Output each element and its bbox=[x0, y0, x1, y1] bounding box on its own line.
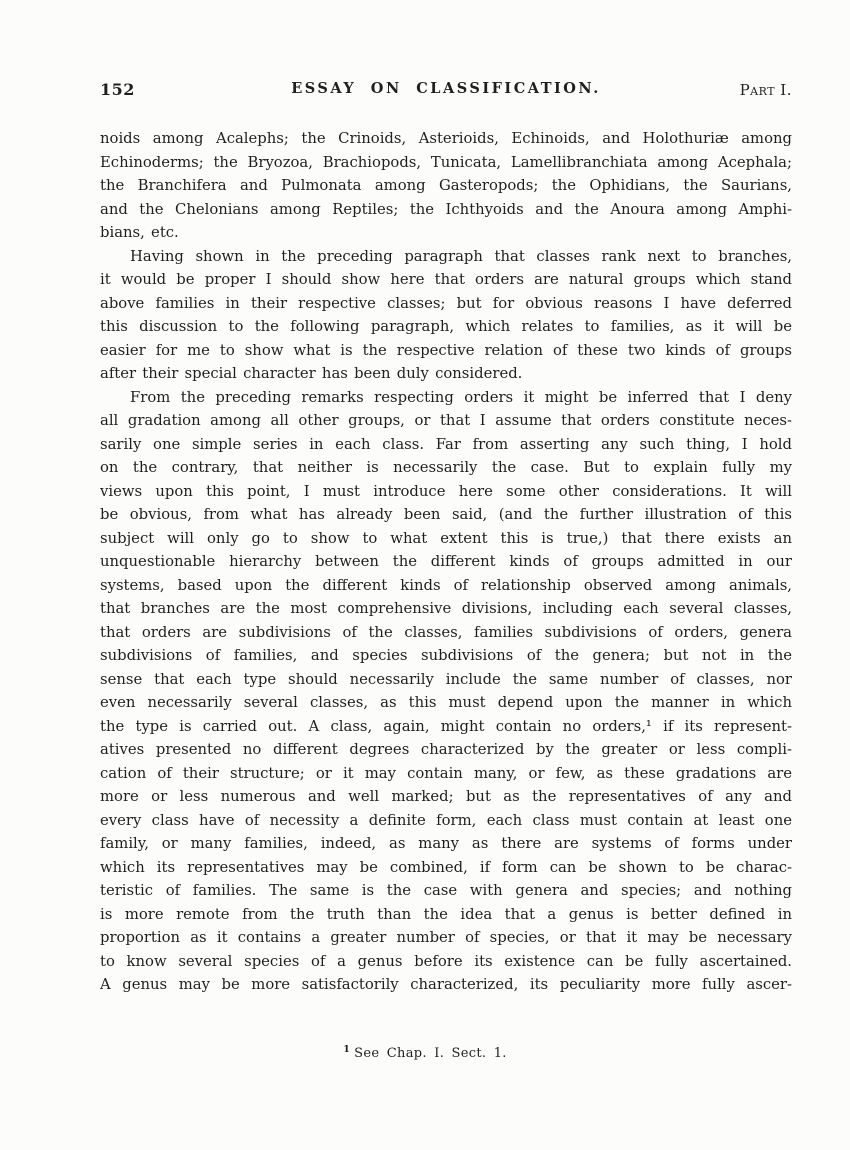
text-line: subject will only go to show to what extent this is true,) that there exists an bbox=[100, 529, 792, 547]
text-line: sense that each type should necessarily include the same number of classes, nor bbox=[100, 670, 792, 688]
text-line: which its representatives may be combined, if form can be shown to be charac- bbox=[100, 858, 792, 876]
text-line: From the preceding remarks respecting orders it might be inferred that I deny bbox=[130, 388, 792, 406]
text-line: A genus may be more satisfactorily characterized, its peculiarity more fully ascer- bbox=[100, 976, 792, 993]
text-line: easier for me to show what is the respective relation of these two kinds of groups bbox=[100, 341, 792, 359]
body-text bbox=[100, 127, 792, 997]
text-line: atives presented no different degrees characterized by the greater or less compli- bbox=[100, 741, 792, 758]
footnote bbox=[0, 1043, 850, 1061]
text-line: this discussion to the following paragraph, which relates to families, as it will be bbox=[100, 318, 792, 335]
text-line: sarily one simple series in each class. Far from asserting any such thing, I hold bbox=[100, 435, 792, 453]
text-line: Echinoderms; the Bryozoa, Brachiopods, Tunicata, Lamellibranchiata among Acephala; bbox=[100, 153, 792, 171]
text-line: is more remote from the truth than the idea that a genus is better defined in bbox=[100, 905, 792, 923]
text-line: subdivisions of families, and species subdivisions of the genera; but not in the bbox=[100, 647, 792, 664]
page-number: 152 bbox=[100, 80, 135, 99]
text-line: noids among Acalephs; the Crinoids, Asterioids, Echinoids, and Holothuriæ among bbox=[100, 130, 792, 147]
footnote-marker: 1 bbox=[343, 1043, 351, 1055]
paragraph bbox=[100, 127, 792, 245]
text-line: Having shown in the preceding paragraph that classes rank next to branches, bbox=[130, 247, 792, 265]
text-line: and the Chelonians among Reptiles; the Ichthyoids and the Anoura among Amphi- bbox=[100, 200, 792, 218]
text-line: the Branchifera and Pulmonata among Gasteropods; the Ophidians, the Saurians, bbox=[100, 177, 792, 194]
text-line: all gradation among all other groups, or that I assume that orders constitute neces- bbox=[100, 412, 792, 429]
text-line: even necessarily several classes, as this must depend upon the manner in which bbox=[100, 694, 792, 711]
text-line: that branches are the most comprehensive divisions, including each several classes, bbox=[100, 600, 792, 617]
text-line: it would be proper I should show here that orders are natural groups which stand bbox=[100, 271, 792, 288]
text-line: teristic of families. The same is the case with genera and species; and nothing bbox=[100, 882, 792, 899]
running-title: ESSAY ON CLASSIFICATION. bbox=[291, 80, 601, 97]
text-line: to know several species of a genus before its existence can be fully ascertained. bbox=[100, 952, 792, 970]
paragraph bbox=[100, 245, 792, 386]
text-line: that orders are subdivisions of the classes, families subdivisions of orders, genera bbox=[100, 623, 792, 641]
text-line: above families in their respective classes; but for obvious reasons I have deferred bbox=[100, 294, 792, 312]
footnote-text: See Chap. I. Sect. 1. bbox=[354, 1046, 507, 1061]
text-line: more or less numerous and well marked; but as the representatives of any and bbox=[100, 788, 792, 805]
text-line: systems, based upon the different kinds of relationship observed among animals, bbox=[100, 576, 792, 594]
text-line: every class have of necessity a definite form, each class must contain at least one bbox=[100, 811, 792, 829]
text-line: views upon this point, I must introduce here some other considerations. It will bbox=[100, 482, 792, 500]
text-line: the type is carried out. A class, again, might contain no orders,¹ if its represent- bbox=[100, 717, 792, 735]
text-line: proportion as it contains a greater number of species, or that it may be necessary bbox=[100, 929, 792, 946]
text-line: family, or many families, indeed, as many as there are systems of forms under bbox=[100, 835, 792, 852]
page-header bbox=[100, 80, 792, 102]
text-line: cation of their structure; or it may contain many, or few, as these gradations are bbox=[100, 764, 792, 782]
paragraph bbox=[100, 386, 792, 997]
text-line: after their special character has been duly considered. bbox=[100, 365, 523, 382]
part-label: Part I. bbox=[739, 81, 792, 99]
text-line: bians, etc. bbox=[100, 224, 179, 241]
text-line: on the contrary, that neither is necessarily the case. But to explain fully my bbox=[100, 459, 792, 476]
text-line: unquestionable hierarchy between the different kinds of groups admitted in our bbox=[100, 553, 792, 570]
text-line: be obvious, from what has already been said, (and the further illustration of this bbox=[100, 506, 792, 523]
